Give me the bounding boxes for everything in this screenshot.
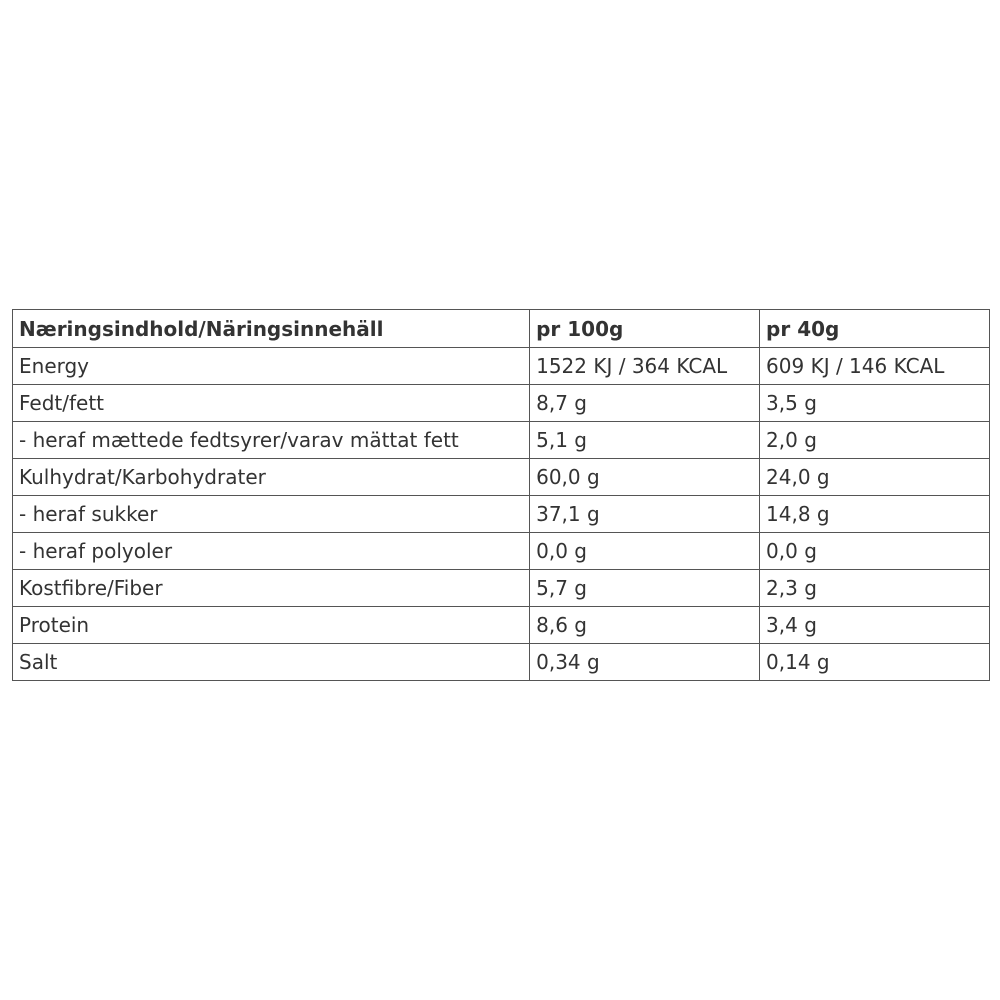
nutrient-name: Fedt/fett xyxy=(13,385,530,422)
table-row xyxy=(13,644,990,681)
value-per-100g: 5,7 g xyxy=(530,570,760,607)
value-per-100g: 5,1 g xyxy=(530,422,760,459)
nutrient-name: Kulhydrat/Karbohydrater xyxy=(13,459,530,496)
header-nutrient: Næringsindhold/Näringsinnehäll xyxy=(13,310,530,348)
value-per-40g: 2,0 g xyxy=(760,422,990,459)
table-row xyxy=(13,385,990,422)
nutrient-name: - heraf sukker xyxy=(13,496,530,533)
value-per-40g: 3,4 g xyxy=(760,607,990,644)
table-header-row xyxy=(13,310,990,348)
nutrient-name: - heraf mættede fedtsyrer/varav mättat fett xyxy=(13,422,530,459)
value-per-100g: 60,0 g xyxy=(530,459,760,496)
table-row xyxy=(13,422,990,459)
value-per-40g: 2,3 g xyxy=(760,570,990,607)
value-per-100g: 37,1 g xyxy=(530,496,760,533)
nutrient-name: Energy xyxy=(13,348,530,385)
value-per-40g: 609 KJ / 146 KCAL xyxy=(760,348,990,385)
header-per-100g: pr 100g xyxy=(530,310,760,348)
value-per-100g: 0,34 g xyxy=(530,644,760,681)
table-row xyxy=(13,348,990,385)
header-per-40g: pr 40g xyxy=(760,310,990,348)
table-row xyxy=(13,496,990,533)
value-per-40g: 0,0 g xyxy=(760,533,990,570)
nutrient-name: Kostfibre/Fiber xyxy=(13,570,530,607)
value-per-40g: 24,0 g xyxy=(760,459,990,496)
value-per-40g: 14,8 g xyxy=(760,496,990,533)
table-row xyxy=(13,459,990,496)
value-per-100g: 8,6 g xyxy=(530,607,760,644)
value-per-40g: 0,14 g xyxy=(760,644,990,681)
table-row xyxy=(13,533,990,570)
nutrient-name: Protein xyxy=(13,607,530,644)
table-row xyxy=(13,570,990,607)
nutrient-name: Salt xyxy=(13,644,530,681)
table-row xyxy=(13,607,990,644)
value-per-40g: 3,5 g xyxy=(760,385,990,422)
value-per-100g: 8,7 g xyxy=(530,385,760,422)
value-per-100g: 0,0 g xyxy=(530,533,760,570)
nutrient-name: - heraf polyoler xyxy=(13,533,530,570)
nutrition-table xyxy=(12,309,990,681)
value-per-100g: 1522 KJ / 364 KCAL xyxy=(530,348,760,385)
